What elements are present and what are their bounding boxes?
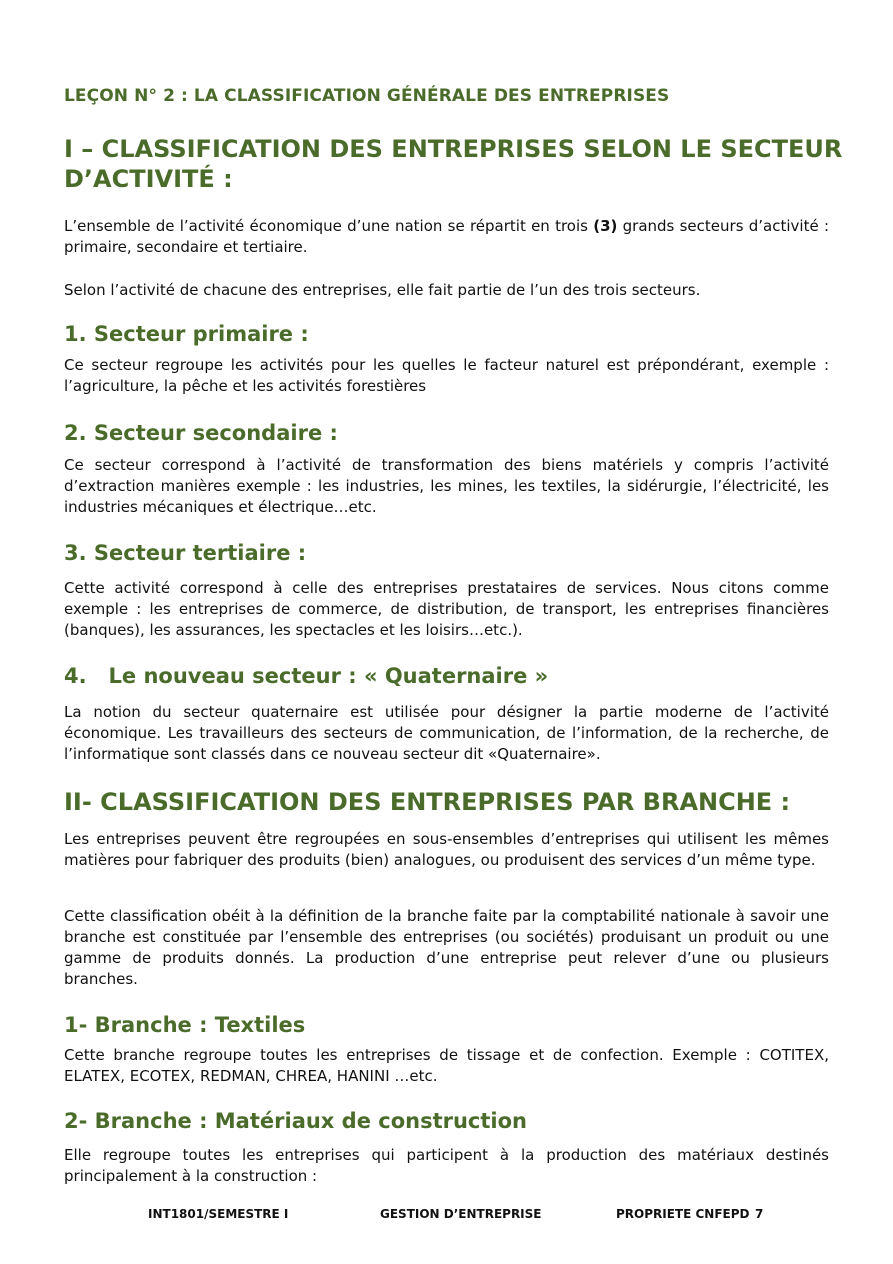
section1-intro	[64, 216, 829, 258]
section1-title	[64, 134, 844, 194]
footer-center: GESTION D’ENTREPRISE	[380, 1207, 542, 1221]
intro-before: L’ensemble de l’activité économique d’une nation se répartit en trois	[64, 217, 594, 235]
section2-title: II- CLASSIFICATION DES ENTREPRISES PAR BRANCHE :	[64, 788, 791, 816]
branch2-title: 2- Branche : Matériaux de construction	[64, 1109, 527, 1133]
footer-page-number: 7	[755, 1207, 764, 1221]
sub1-title: 1. Secteur primaire :	[64, 322, 309, 346]
footer-right: PROPRIETE CNFEPD	[616, 1207, 750, 1221]
sub4-text: La notion du secteur quaternaire est utilisée pour désigner la partie moderne de l’activité économique. Les travailleurs des secteurs de communication, de l’information, de la recherche, de l’informatique sont classés dans ce nouveau secteur dit «Quaternaire».	[64, 703, 829, 763]
sub3-title: 3. Secteur tertiaire :	[64, 541, 307, 565]
section2-para1: Les entreprises peuvent être regroupées en sous-ensembles d’entreprises qui utilisent les mêmes matières pour fabriquer des produits (bien) analogues, ou produisent des services d’un même type.	[64, 830, 829, 869]
section1-intro2: Selon l’activité de chacune des entreprises, elle fait partie de l’un des trois secteurs.	[64, 281, 701, 299]
intro-bold-number: (3)	[593, 217, 618, 235]
sub4-title: 4. Le nouveau secteur : « Quaternaire »	[64, 664, 549, 688]
lesson-title: LEÇON N° 2 : LA CLASSIFICATION GÉNÉRALE DES ENTREPRISES	[64, 86, 670, 106]
branch2-text: Elle regroupe toutes les entreprises qui participent à la production des matériaux destinés principalement à la construction :	[64, 1146, 829, 1185]
branch1-title: 1- Branche : Textiles	[64, 1013, 306, 1037]
sub3-text: Cette activité correspond à celle des entreprises prestataires de services. Nous citons comme exemple : les entreprises de commerce, de distribution, de transport, les entreprises financières (banques), les assurances, les spectacles et les loisirs…etc.).	[64, 579, 829, 639]
sub2-title: 2. Secteur secondaire :	[64, 421, 338, 445]
section1-title-line2: D’ACTIVITÉ :	[64, 165, 233, 193]
intro-after: grands secteurs d’activité : primaire, secondaire et tertiaire.	[64, 217, 830, 256]
branch1-text: Cette branche regroupe toutes les entreprises de tissage et de confection. Exemple : COTITEX, ELATEX, ECOTEX, REDMAN, CHREA, HANINI …etc.	[64, 1046, 829, 1085]
section2-para2: Cette classification obéit à la définition de la branche faite par la comptabilité nationale à savoir une branche est constituée par l’ensemble des entreprises (ou sociétés) produisant un produit ou une gamme de produits donnés. La production d’une entreprise peut relever d’une ou plusieurs branches.	[64, 907, 829, 988]
sub1-text: Ce secteur regroupe les activités pour les quelles le facteur naturel est prépondérant, exemple : l’agriculture, la pêche et les activités forestières	[64, 356, 829, 395]
section1-title-line1: I – CLASSIFICATION DES ENTREPRISES SELON LE SECTEUR	[64, 135, 843, 163]
sub2-text: Ce secteur correspond à l’activité de transformation des biens matériels y compris l’activité d’extraction manières exemple : les industries, les mines, les textiles, la sidérurgie, l’électricité, les industries mécaniques et électrique…etc.	[64, 456, 829, 516]
footer-left: INT1801/SEMESTRE I	[148, 1207, 289, 1221]
